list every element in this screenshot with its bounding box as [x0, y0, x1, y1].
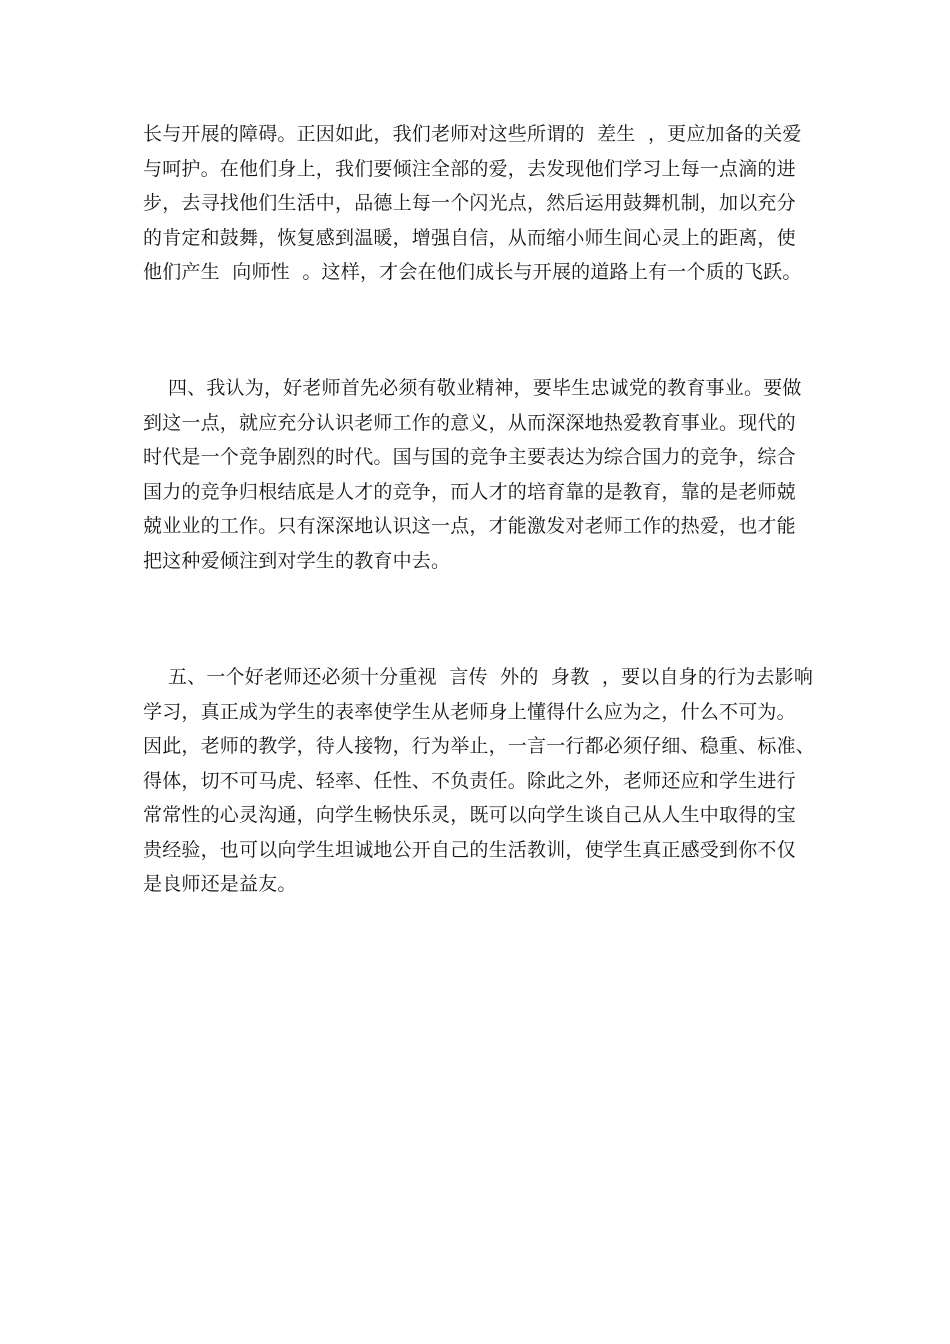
text-line: 步，去寻找他们生活中，品德上每一个闪光点，然后运用鼓舞机制，加以充分 — [143, 192, 796, 214]
text-line: 学习，真正成为学生的表率使学生从老师身上懂得什么应为之，什么不可为。 — [143, 700, 796, 723]
paragraph-point-four-dedication — [143, 371, 823, 578]
text-line: 的肯定和鼓舞，恢复感到温暖，增强自信，从而缩小师生间心灵上的距离，使 — [143, 226, 796, 249]
text-line: 四、我认为，好老师首先必须有敬业精神，要毕生忠诚党的教育事业。要做 — [143, 377, 802, 399]
text-line: 兢业业的工作。只有深深地认识这一点，才能激发对老师工作的热爱，也才能 — [143, 515, 796, 537]
text-line: 是良师还是益友。 — [143, 873, 297, 895]
text-line: 常常性的心灵沟通，向学生畅快乐灵，既可以向学生谈自己从人生中取得的宝 — [143, 804, 796, 826]
text-line: 把这种爱倾注到对学生的教育中去。 — [143, 549, 451, 572]
text-line: 长与开展的障碍。正因如此，我们老师对这些所谓的 差生 ，更应加备的关爱 — [143, 123, 802, 145]
paragraph-care-for-struggling-students — [143, 117, 823, 290]
text-line: 因此，老师的教学，待人接物，行为举止，一言一行都必须仔细、稳重、标准、 — [143, 735, 816, 757]
text-line: 他们产生 向师性 。这样，才会在他们成长与开展的道路上有一个质的飞跃。 — [143, 261, 802, 283]
text-line: 到这一点，就应充分认识老师工作的意义，从而深深地热爱教育事业。现代的 — [143, 411, 796, 434]
text-line: 时代是一个竞争剧烈的时代。国与国的竞争主要表达为综合国力的竞争，综合 — [143, 446, 796, 468]
text-line: 与呵护。在他们身上，我们要倾注全部的爱，去发现他们学习上每一点滴的进 — [143, 157, 796, 180]
paragraph-point-five-lead-by-example — [143, 660, 823, 902]
text-line: 国力的竞争归根结底是人才的竞争，而人才的培育靠的是教育，靠的是老师兢 — [143, 480, 796, 503]
text-line: 贵经验，也可以向学生坦诚地公开自己的生活教训，使学生真正感受到你不仅 — [143, 838, 796, 861]
text-line: 五、一个好老师还必须十分重视 言传 外的 身教 ，要以自身的行为去影响 — [143, 666, 814, 688]
text-line: 得体，切不可马虎、轻率、任性、不负责任。除此之外，老师还应和学生进行 — [143, 769, 796, 792]
